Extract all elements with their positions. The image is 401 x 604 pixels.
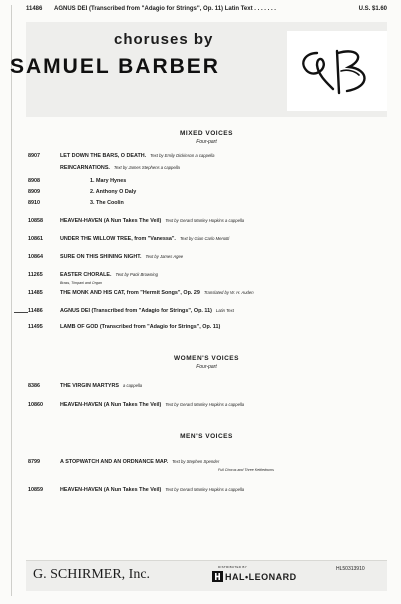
item-title <box>60 402 244 408</box>
distributed-by-label: DISTRIBUTED BY <box>218 565 248 569</box>
catalog-number: 8910 <box>28 200 40 206</box>
womens-voices-subheading: Four-part <box>196 364 217 370</box>
item-title <box>60 218 244 224</box>
catalog-number: 8908 <box>28 178 40 184</box>
product-code: HL50313910 <box>336 566 365 572</box>
item-credit: a cappella <box>123 383 143 388</box>
price: U.S. $1.60 <box>358 6 387 12</box>
item-title <box>60 272 158 278</box>
hal-leonard-logo-icon <box>212 571 223 582</box>
item-title-text: UNDER THE WILLOW TREE, from "Vanessa". <box>60 236 176 242</box>
item-title-text: SURE ON THIS SHINING NIGHT. <box>60 254 142 260</box>
item-title <box>60 165 180 171</box>
page-edge <box>11 5 12 596</box>
item-title-text: THE MONK AND HIS CAT, from "Hermit Songs", Op. 29 <box>60 290 200 296</box>
item-title: 3. The Coolin <box>90 200 124 206</box>
item-credit: Text by Pack Browning <box>115 272 158 277</box>
item-credit: Translated by W. H. Auden <box>203 290 254 295</box>
item-credit: Text by Gian Carlo Menotti <box>179 236 230 241</box>
monogram-signature-icon <box>287 31 387 111</box>
instrumentation-note: Brass, Timpani and Organ <box>60 281 102 285</box>
catalog-number: 8907 <box>28 153 40 159</box>
item-title-text: HEAVEN-HAVEN (A Nun Takes The Veil) <box>60 218 162 224</box>
item-title: 2. Anthony O Daly <box>90 189 137 195</box>
catalog-number: 11485 <box>28 290 43 296</box>
item-credit: Text by James Agee <box>145 254 184 259</box>
instrumentation-note: Full Chorus and Three Kettledrums <box>218 468 274 472</box>
list-item <box>28 178 387 186</box>
top-catalog-number: 11486 <box>26 6 43 12</box>
item-credit: Text by Gerard Manley Hopkins a cappella <box>165 218 245 223</box>
item-title: LAMB OF GOD (Transcribed from "Adagio for Strings", Op. 11) <box>60 324 221 330</box>
catalog-number: 10859 <box>28 487 43 493</box>
list-item <box>28 383 387 391</box>
list-item <box>28 153 387 161</box>
list-item <box>28 165 387 173</box>
item-title-text: HEAVEN-HAVEN (A Nun Takes The Veil) <box>60 487 162 493</box>
list-item <box>28 254 387 262</box>
catalog-number: 11486 <box>28 308 43 314</box>
item-title-text: AGNUS DEI (Transcribed from "Adagio for Strings", Op. 11) <box>60 308 212 314</box>
item-title <box>60 236 229 242</box>
item-title <box>60 290 254 296</box>
item-title-text: REINCARNATIONS. <box>60 165 110 171</box>
catalog-number: 11265 <box>28 272 43 278</box>
mens-voices-heading: MEN'S VOICES <box>180 433 233 440</box>
list-item <box>28 402 387 410</box>
item-title-text: EASTER CHORALE. <box>60 272 112 278</box>
publisher-name: G. SCHIRMER, Inc. <box>33 567 151 582</box>
item-title: 1. Mary Hynes <box>90 178 127 184</box>
item-title <box>60 254 183 260</box>
item-credit: Text by Gerard Manley Hopkins a cappella <box>165 487 245 492</box>
list-item <box>28 308 387 316</box>
item-title <box>60 383 142 389</box>
catalog-number: 10864 <box>28 254 43 260</box>
list-item <box>28 487 387 495</box>
item-title <box>60 459 219 465</box>
catalog-number: 10858 <box>28 218 43 224</box>
top-title: AGNUS DEI (Transcribed from "Adagio for Strings", Op. 11) Latin Text . . . . . . . <box>54 6 276 12</box>
catalog-number: 8799 <box>28 459 40 465</box>
list-item <box>28 324 387 332</box>
item-title <box>60 153 214 159</box>
composer-monogram <box>287 31 387 111</box>
list-item <box>28 459 387 467</box>
header-subtitle: choruses by <box>114 31 214 48</box>
list-item <box>28 290 387 298</box>
catalog-number: 10861 <box>28 236 43 242</box>
item-title-text: THE VIRGIN MARTYRS <box>60 383 119 389</box>
list-item <box>28 200 387 208</box>
item-credit: Text by Emily Dickinson a cappella <box>150 153 215 158</box>
item-credit: Text by James Stephens a cappella <box>113 165 180 170</box>
mixed-voices-heading: MIXED VOICES <box>180 130 233 137</box>
item-title-text: A STOPWATCH AND AN ORDNANCE MAP. <box>60 459 169 465</box>
item-credit: Text by Stephen Spender <box>172 459 220 464</box>
arrow-marker-icon <box>14 312 28 313</box>
item-title <box>60 487 244 493</box>
catalog-number: 8909 <box>28 189 40 195</box>
item-credit: Latin Text <box>215 308 234 313</box>
brand-name: HAL•LEONARD <box>225 571 297 582</box>
item-title <box>60 308 234 314</box>
list-item <box>28 236 387 244</box>
item-title-text: LET DOWN THE BARS, O DEATH. <box>60 153 147 159</box>
list-item <box>28 189 387 197</box>
womens-voices-heading: WOMEN'S VOICES <box>174 355 239 362</box>
hal-leonard-logo <box>212 571 297 582</box>
item-title-text: HEAVEN-HAVEN (A Nun Takes The Veil) <box>60 402 162 408</box>
composer-title: SAMUEL BARBER <box>10 55 220 78</box>
item-credit: Text by Gerard Manley Hopkins a cappella <box>165 402 245 407</box>
catalog-number: 8386 <box>28 383 40 389</box>
catalog-number: 10860 <box>28 402 43 408</box>
list-item <box>28 272 387 280</box>
catalog-number: 11495 <box>28 324 43 330</box>
list-item <box>28 218 387 226</box>
mixed-voices-subheading: Four-part <box>196 139 217 145</box>
